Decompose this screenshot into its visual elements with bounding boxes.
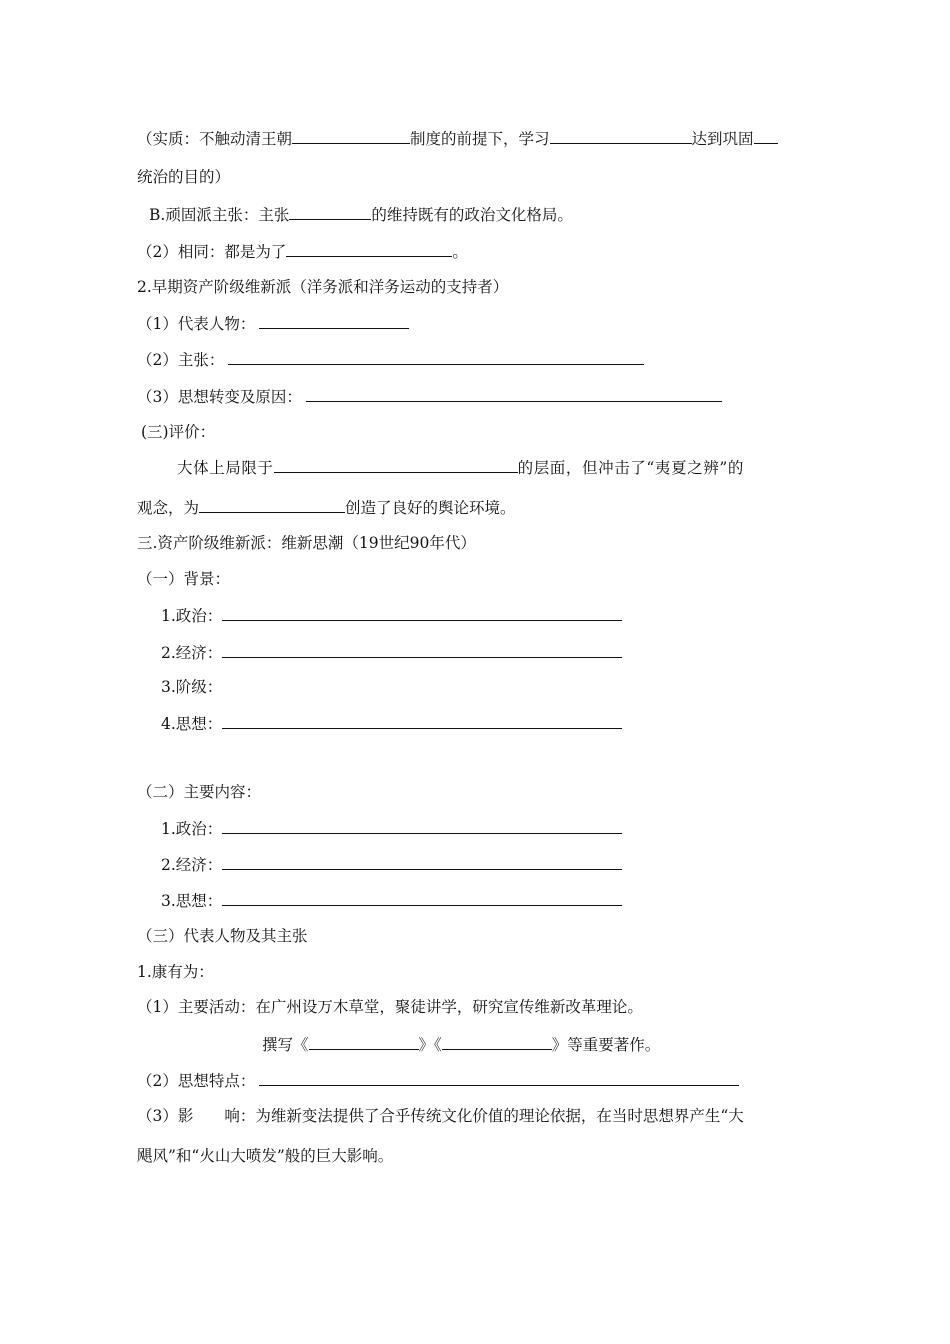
text-segment: （2）主张： xyxy=(137,351,225,369)
text-segment: （3）思想转变及原因： xyxy=(137,388,302,406)
text-line-evaluation-cont xyxy=(137,497,516,518)
text-segment: （实质：不触动清王朝 xyxy=(137,130,293,148)
fill-blank[interactable] xyxy=(222,605,622,621)
text-line-content-politics xyxy=(161,818,622,839)
text-line-purpose xyxy=(137,167,230,187)
text-segment: 达到巩固 xyxy=(691,130,754,148)
text-line-evaluation xyxy=(141,422,215,442)
text-line-bg-thought xyxy=(161,713,622,734)
text-line-common xyxy=(137,241,468,262)
text-segment: 大体上局限于 xyxy=(177,459,274,477)
text-segment: （3）影 响：为维新变法提供了合乎传统文化价值的理论依据，在当时思想界产生“大 xyxy=(137,1107,744,1125)
text-segment: 》等重要著作。 xyxy=(551,1036,661,1054)
text-line-proposition xyxy=(137,349,644,370)
fill-blank[interactable] xyxy=(222,642,622,658)
text-segment: 2.早期资产阶级维新派（洋务派和洋务运动的支持者） xyxy=(137,278,509,296)
fill-blank[interactable] xyxy=(309,1034,419,1050)
fill-blank[interactable] xyxy=(259,1070,739,1086)
text-segment: 。 xyxy=(452,243,468,261)
text-segment: （三）代表人物及其主张 xyxy=(137,927,308,945)
fill-blank[interactable] xyxy=(286,241,452,257)
fill-blank[interactable] xyxy=(222,713,622,729)
fill-blank[interactable] xyxy=(306,386,722,402)
text-segment: （2）相同：都是为了 xyxy=(137,243,287,261)
subsection-heading xyxy=(137,569,230,589)
text-segment: 2.经济： xyxy=(161,856,223,874)
text-segment: 的维持既有的政治文化格局。 xyxy=(371,206,573,224)
text-line-conservative xyxy=(149,204,573,225)
subsection-heading xyxy=(137,782,261,802)
text-segment: 》《 xyxy=(418,1036,442,1054)
fill-blank[interactable] xyxy=(222,818,622,834)
text-segment: 2.经济： xyxy=(161,644,223,662)
fill-blank[interactable] xyxy=(754,128,778,144)
text-segment: （1）代表人物： xyxy=(137,315,256,333)
fill-blank[interactable] xyxy=(199,497,345,513)
text-line-influence xyxy=(137,1106,744,1126)
text-segment: 3.思想： xyxy=(161,892,223,910)
fill-blank[interactable] xyxy=(274,457,518,473)
text-segment: 3.阶级： xyxy=(161,678,223,696)
text-line-works xyxy=(262,1034,660,1055)
text-line-transformation xyxy=(137,386,722,407)
section-heading xyxy=(137,277,508,297)
text-segment: 撰写《 xyxy=(262,1036,309,1054)
text-line-essence xyxy=(137,128,778,149)
text-line-bg-class xyxy=(161,677,222,697)
text-line-influence-cont xyxy=(137,1146,393,1166)
text-segment: 的层面，但冲击了“夷夏之辨”的 xyxy=(517,459,744,477)
text-segment: 观念，为 xyxy=(137,499,200,517)
fill-blank[interactable] xyxy=(222,890,622,906)
text-segment: 创造了良好的舆论环境。 xyxy=(345,499,516,517)
text-segment: （二）主要内容： xyxy=(137,783,262,801)
fill-blank[interactable] xyxy=(289,204,371,220)
text-line-features xyxy=(137,1070,739,1091)
text-line-figures xyxy=(137,313,409,334)
section-heading xyxy=(137,533,476,553)
text-segment: （1）主要活动：在广州设万木草堂，聚徒讲学，研究宣传维新改革理论。 xyxy=(137,998,643,1016)
text-segment: 统治的目的） xyxy=(137,168,231,186)
fill-blank[interactable] xyxy=(550,128,692,144)
text-segment: （一）背景： xyxy=(137,570,231,588)
text-segment: 三.资产阶级维新派：维新思潮（19世纪90年代） xyxy=(137,534,476,552)
fill-blank[interactable] xyxy=(442,1034,552,1050)
text-line-content-thought xyxy=(161,890,622,911)
fill-blank[interactable] xyxy=(228,349,644,365)
text-segment: B.顽固派主张：主张 xyxy=(149,206,290,224)
text-line-bg-economy xyxy=(161,642,622,663)
text-segment: 制度的前提下，学习 xyxy=(410,130,550,148)
text-line-evaluation-body xyxy=(177,457,744,478)
text-segment: 1.康有为： xyxy=(137,963,214,981)
text-segment: (三)评价： xyxy=(141,423,216,441)
text-line-activity xyxy=(137,997,643,1017)
text-segment: 4.思想： xyxy=(161,715,223,733)
text-segment: 1.政治： xyxy=(161,820,223,838)
subsection-heading xyxy=(137,926,308,946)
fill-blank[interactable] xyxy=(259,313,409,329)
text-segment: 飓风”和“火山大喷发”般的巨大影响。 xyxy=(137,1147,394,1165)
text-line-bg-politics xyxy=(161,605,622,626)
fill-blank[interactable] xyxy=(222,854,622,870)
person-heading xyxy=(137,962,214,982)
text-segment: 1.政治： xyxy=(161,607,223,625)
text-segment: （2）思想特点： xyxy=(137,1072,256,1090)
text-line-content-economy xyxy=(161,854,622,875)
fill-blank[interactable] xyxy=(292,128,410,144)
